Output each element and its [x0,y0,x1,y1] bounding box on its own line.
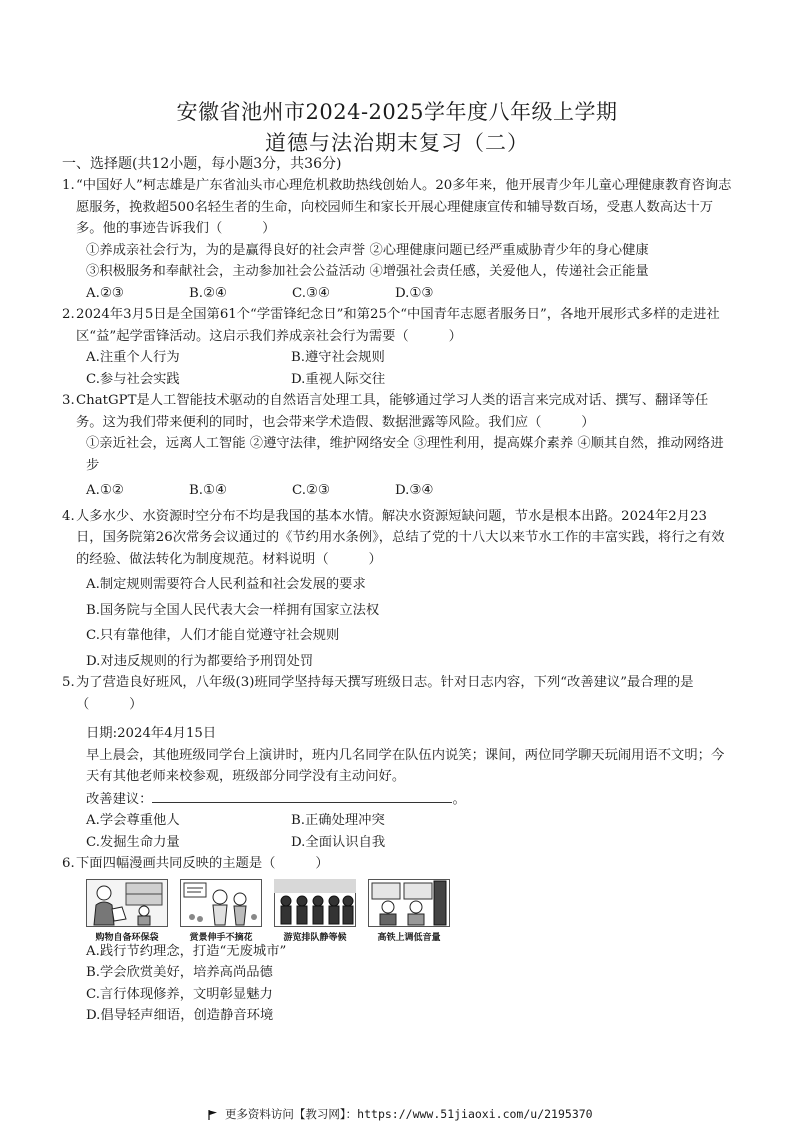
exam-title: 安徽省池州市2024-2025学年度八年级上学期 [176,100,618,124]
comic-caption: 游览排队静等候 [283,932,347,943]
question-1 [62,175,732,304]
statement-line: ①亲近社会，远离人工智能 ②遵守法律，维护网络安全 ③理性利用，提高媒介素养 ④顺其自然，推动网络进步 [86,436,724,473]
comic-flowers [180,879,262,941]
options [86,832,732,854]
comic-image [86,879,168,927]
question-number: 2. [62,307,75,322]
question-stem [62,304,732,347]
option-b[interactable]: B.①④ [189,483,227,498]
option-c[interactable]: C.发掘生命力量 [86,834,180,850]
option-d[interactable]: D.③④ [395,483,434,498]
comic-queue [274,879,356,941]
comic-caption: 购物自备环保袋 [95,932,159,943]
question-number: 3. [62,393,75,408]
option-a[interactable]: A.践行节约理念，打造“无废城市” [86,943,287,959]
footer-text: 更多资料访问【教习网】：https://www.51jiaoxi.com/u/2195370 [224,1107,593,1121]
section-heading: 一、选择题(共12小题，每小题3分，共36分) [62,156,342,172]
question-text: 下面四幅漫画共同反映的主题是（ ） [76,856,329,871]
question-stem [62,390,732,433]
suggestion-end: 。 [452,791,466,807]
footer-link[interactable] [208,1106,593,1122]
option-c[interactable]: C.只有靠他律，人们才能自觉遵守社会规则 [86,628,340,643]
class-log [86,723,732,810]
option-a[interactable]: A.学会尊重他人 [86,813,180,828]
comic-image [368,879,450,927]
answer-blank[interactable] [152,788,452,803]
comic-caption: 赏景伸手不摘花 [189,932,253,943]
log-text: 早上晨会，其他班级同学台上演讲时，班内几名同学在队伍内说笑；课间，两位同学聊天玩闹用语不文明；今天有其他老师来校参观，班级部分同学没有主动问好。 [86,747,725,784]
question-5 [62,672,732,853]
suggestion-line [86,788,732,811]
question-list [62,175,732,1027]
comic-strip [86,879,732,941]
option-b[interactable]: B.正确处理冲突 [291,813,385,828]
option-d[interactable]: D.重视人际交往 [291,371,386,387]
question-number: 1. [62,178,75,193]
question-text: “中国好人”柯志雄是广东省汕头市心理危机救助热线创始人。20多年来，他开展青少年儿童心理健康教育咨询志愿服务，挽救超500名轻生者的生命，向校园师生和家长开展心理健康宣传和辅导数百场，受惠人数高达十万多。他的事迹告诉我们（ ） [76,178,732,236]
question-number: 5. [62,675,75,690]
flag-icon [208,1110,218,1120]
comic-image [274,879,356,927]
options [86,369,732,391]
question-6 [62,853,732,1027]
option-b[interactable]: B.遵守社会规则 [291,350,385,365]
log-date: 日期:2024年4月15日 [86,726,217,741]
question-stem [62,672,732,715]
suggestion-label: 改善建议： [86,791,153,807]
question-number: 6. [62,856,75,871]
question-stem [62,175,732,240]
question-2 [62,304,732,390]
option-d[interactable]: D.倡导轻声细语，创造静音环境 [86,1008,274,1023]
options [86,283,732,305]
option-c[interactable]: C.②③ [292,483,330,498]
comic-shopping-bag [86,879,168,941]
question-stem [62,853,732,875]
options [86,347,732,369]
option-c[interactable]: C.参与社会实践 [86,371,180,387]
question-text: ChatGPT是人工智能技术驱动的自然语言处理工具，能够通过学习人类的语言来完成对话、撰写、翻译等任务。这为我们带来便利的同时，也会带来学术造假、数据泄露等风险。我们应（ ） [76,393,709,430]
comic-train [368,879,450,941]
options [86,810,732,832]
option-b[interactable]: B.学会欣赏美好，培养高尚品德 [86,965,273,980]
option-d[interactable]: D.全面认识自我 [291,834,386,850]
question-number: 4. [62,508,75,524]
option-a[interactable]: A.②③ [86,285,124,301]
option-b[interactable]: B.国务院与全国人民代表大会一样拥有国家立法权 [86,602,380,618]
option-d[interactable]: D.对违反规则的行为都要给予刑罚处罚 [86,653,314,669]
statement-line: ③积极服务和奉献社会，主动参加社会公益活动 ④增强社会责任感，关爱他人，传递社会正能量 [86,264,649,279]
question-stem [62,506,732,571]
option-b[interactable]: B.②④ [189,285,227,301]
question-text: 人多水少、水资源时空分布不均是我国的基本水情。解决水资源短缺问题，节水是根本出路。2024年2月23日，国务院第26次常务会议通过的《节约用水条例》，总结了党的十八大以来节水工作的丰富实践，将行之有效的经验、做法转化为制度规范。材料说明（ ） [76,508,725,567]
option-c[interactable]: C.③④ [292,285,330,301]
option-d[interactable]: D.①③ [395,285,434,301]
comic-image [180,879,262,927]
exam-subtitle: 道德与法治期末复习（二） [265,131,529,155]
options [86,480,732,502]
comic-caption: 高铁上调低音量 [377,932,441,943]
question-4 [62,506,732,673]
option-a[interactable]: A.制定规则需要符合人民利益和社会发展的要求 [86,577,366,592]
statement-line: ①养成亲社会行为，为的是赢得良好的社会声誉 ②心理健康问题已经严重威胁青少年的身心健康 [86,242,649,258]
question-text: 2024年3月5日是全国第61个“学雷锋纪念日”和第25个“中国青年志愿者服务日”，各地开展形式多样的走进社区“益”起学雷锋活动。这启示我们养成亲社会行为需要（ ） [76,307,720,344]
option-c[interactable]: C.言行体现修养，文明彰显魅力 [86,986,273,1002]
option-a[interactable]: A.注重个人行为 [86,350,180,365]
question-3 [62,390,732,502]
question-text: 为了营造良好班风，八年级(3)班同学坚持每天撰写班级日志。针对日志内容，下列“改善建议”最合理的是（ ） [76,675,694,712]
option-a[interactable]: A.①② [86,483,124,498]
